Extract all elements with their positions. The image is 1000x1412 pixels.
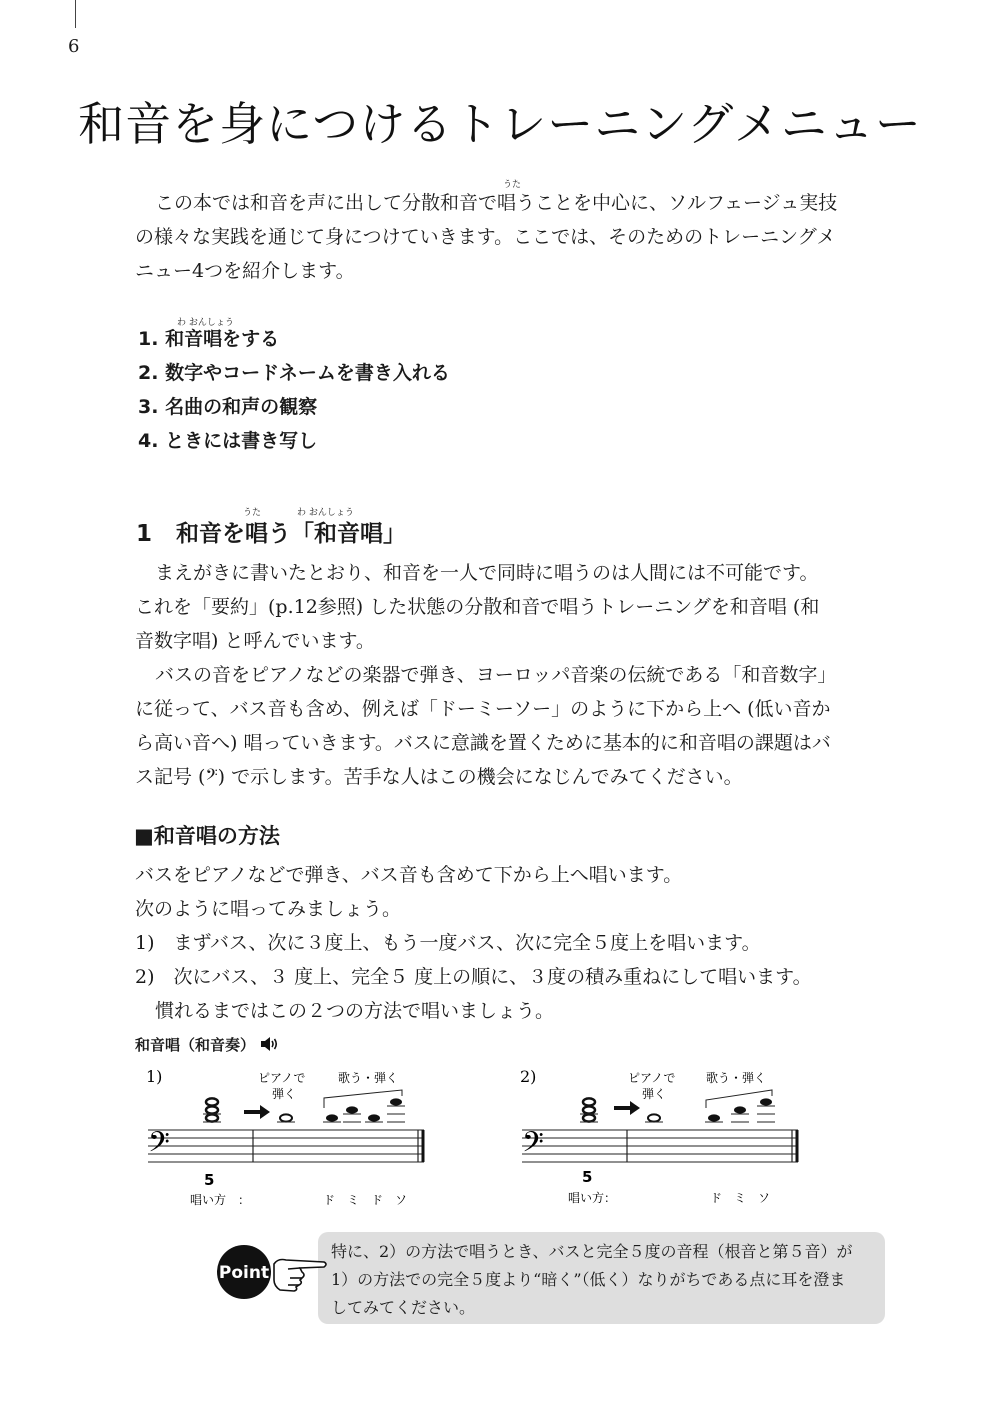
menu-item-1 — [138, 324, 279, 351]
piano-label: ピアノで — [628, 1071, 676, 1085]
arrow-icon — [244, 1105, 270, 1119]
example-1-label: 1) — [146, 1067, 163, 1086]
section1-line-3: 音数字唱) と呼んでいます。 — [135, 630, 375, 652]
section1-line-4: バスの音をピアノなどの楽器で弾き、ヨーロッパ音楽の伝統である「和音数字」 — [155, 664, 837, 686]
point-line-1: 特に、2）の方法で唱うとき、バスと完全５度の音程（根音と第５音）が — [331, 1242, 853, 1261]
point-badge-text: Point — [218, 1263, 270, 1283]
section1-line-5: に従って、バス音も含め、例えば「ドーミーソー」のように下から上へ (低い音か — [135, 698, 831, 720]
section1-line-1: まえがきに書いたとおり、和音を一人で同時に唱うのは人間には不可能です。 — [155, 562, 819, 584]
intro-line-3: ニュー4つを紹介します。 — [135, 260, 355, 282]
figured-bass-label: 5 — [582, 1168, 593, 1186]
intro-line-2: の様々な実践を通じて身につけていきます。ここでは、そのためのトレーニングメ — [135, 226, 836, 248]
menu-item-4 — [138, 426, 317, 453]
syllables-label: ド ミ ド ソ — [323, 1193, 408, 1207]
section-title: 和音を唱う「和音唱」 — [176, 521, 407, 547]
point-line-3: してみてください。 — [331, 1298, 476, 1317]
section1-line-2: これを「要約」(p.12参照) した状態の分散和音で唱うトレーニングを和音唱 (和 — [135, 596, 820, 618]
menu-item-text: 和音唱をする — [165, 328, 280, 350]
menu-item-number: 1. — [138, 328, 159, 350]
point-badge — [216, 1244, 332, 1300]
method-line-2: 次のように唱ってみましょう。 — [135, 898, 402, 920]
page-title: 和音を身につけるトレーニングメニュー — [78, 97, 922, 151]
syllables-label: ド ミ ソ — [710, 1191, 771, 1205]
example-label-text: 和音唱（和音奏） — [135, 1036, 256, 1054]
bass-clef-icon: 𝄢 — [148, 1126, 170, 1166]
method-label: 唱い方： — [568, 1191, 617, 1205]
chord-notes — [583, 1098, 595, 1121]
speaker-icon[interactable] — [260, 1036, 280, 1052]
section-number: 1 — [136, 521, 153, 547]
method-heading: ■和音唱の方法 — [134, 824, 280, 848]
arrow-icon — [614, 1101, 640, 1115]
point-text — [331, 1238, 881, 1322]
piano-label: ピアノで — [258, 1071, 306, 1085]
figured-bass-label: 5 — [204, 1171, 215, 1189]
ruby-washou-heading: わ おんしょう — [297, 508, 354, 518]
menu-item-text: ときには書き写し — [165, 430, 318, 452]
ruby-uta: うた — [503, 180, 522, 190]
section-heading — [136, 515, 406, 548]
method-line-5: 慣れるまではこの２つの方法で唱いましょう。 — [155, 1000, 555, 1022]
music-example-1 — [140, 1060, 440, 1210]
menu-item-text: 名曲の和声の観察 — [165, 396, 318, 418]
ruby-uta-heading: うた — [243, 508, 262, 518]
sing-label: 歌う・弾く — [706, 1071, 767, 1085]
method-label: 唱い方 ： — [190, 1193, 251, 1207]
piano-label-2: 弾く — [272, 1087, 297, 1101]
bass-clef-icon: 𝄢 — [522, 1126, 544, 1166]
menu-item-text: 数字やコードネームを書き入れる — [165, 362, 450, 384]
menu-item-number: 4. — [138, 430, 159, 452]
ruby-washou: わ おんしょう — [177, 318, 234, 328]
example-label — [135, 1034, 280, 1055]
page-number: 6 — [68, 36, 80, 57]
music-example-2 — [514, 1060, 814, 1210]
sing-label: 歌う・弾く — [338, 1071, 399, 1085]
menu-item-number: 3. — [138, 396, 159, 418]
menu-item-2 — [138, 358, 450, 385]
menu-item-number: 2. — [138, 362, 159, 384]
method-line-1: バスをピアノなどで弾き、バス音も含めて下から上へ唱います。 — [135, 864, 683, 886]
page-edge-rule — [75, 0, 76, 28]
pointing-hand-icon — [274, 1260, 326, 1292]
section1-line-7: ス記号 (𝄢) で示します。苦手な人はこの機会になじんでみてください。 — [135, 766, 743, 788]
chord-notes — [206, 1098, 218, 1121]
point-line-2: 1）の方法での完全５度より“暗く”（低く）なりがちである点に耳を澄ま — [331, 1270, 846, 1289]
piano-label-2: 弾く — [642, 1087, 667, 1101]
menu-item-3 — [138, 392, 317, 419]
method-line-4: 2) 次にバス、３ 度上、完全５ 度上の順に、３度の積み重ねにして唱います。 — [135, 966, 812, 988]
method-line-3: 1) まずバス、次に３度上、もう一度バス、次に完全５度上を唱います。 — [135, 932, 761, 954]
example-2-label: 2) — [520, 1067, 537, 1086]
intro-line-1: この本では和音を声に出して分散和音で唱うことを中心に、ソルフェージュ実技 — [155, 192, 838, 214]
section1-line-6: ら高い音へ) 唱っていきます。バスに意識を置くために基本的に和音唱の課題はバ — [135, 732, 831, 754]
